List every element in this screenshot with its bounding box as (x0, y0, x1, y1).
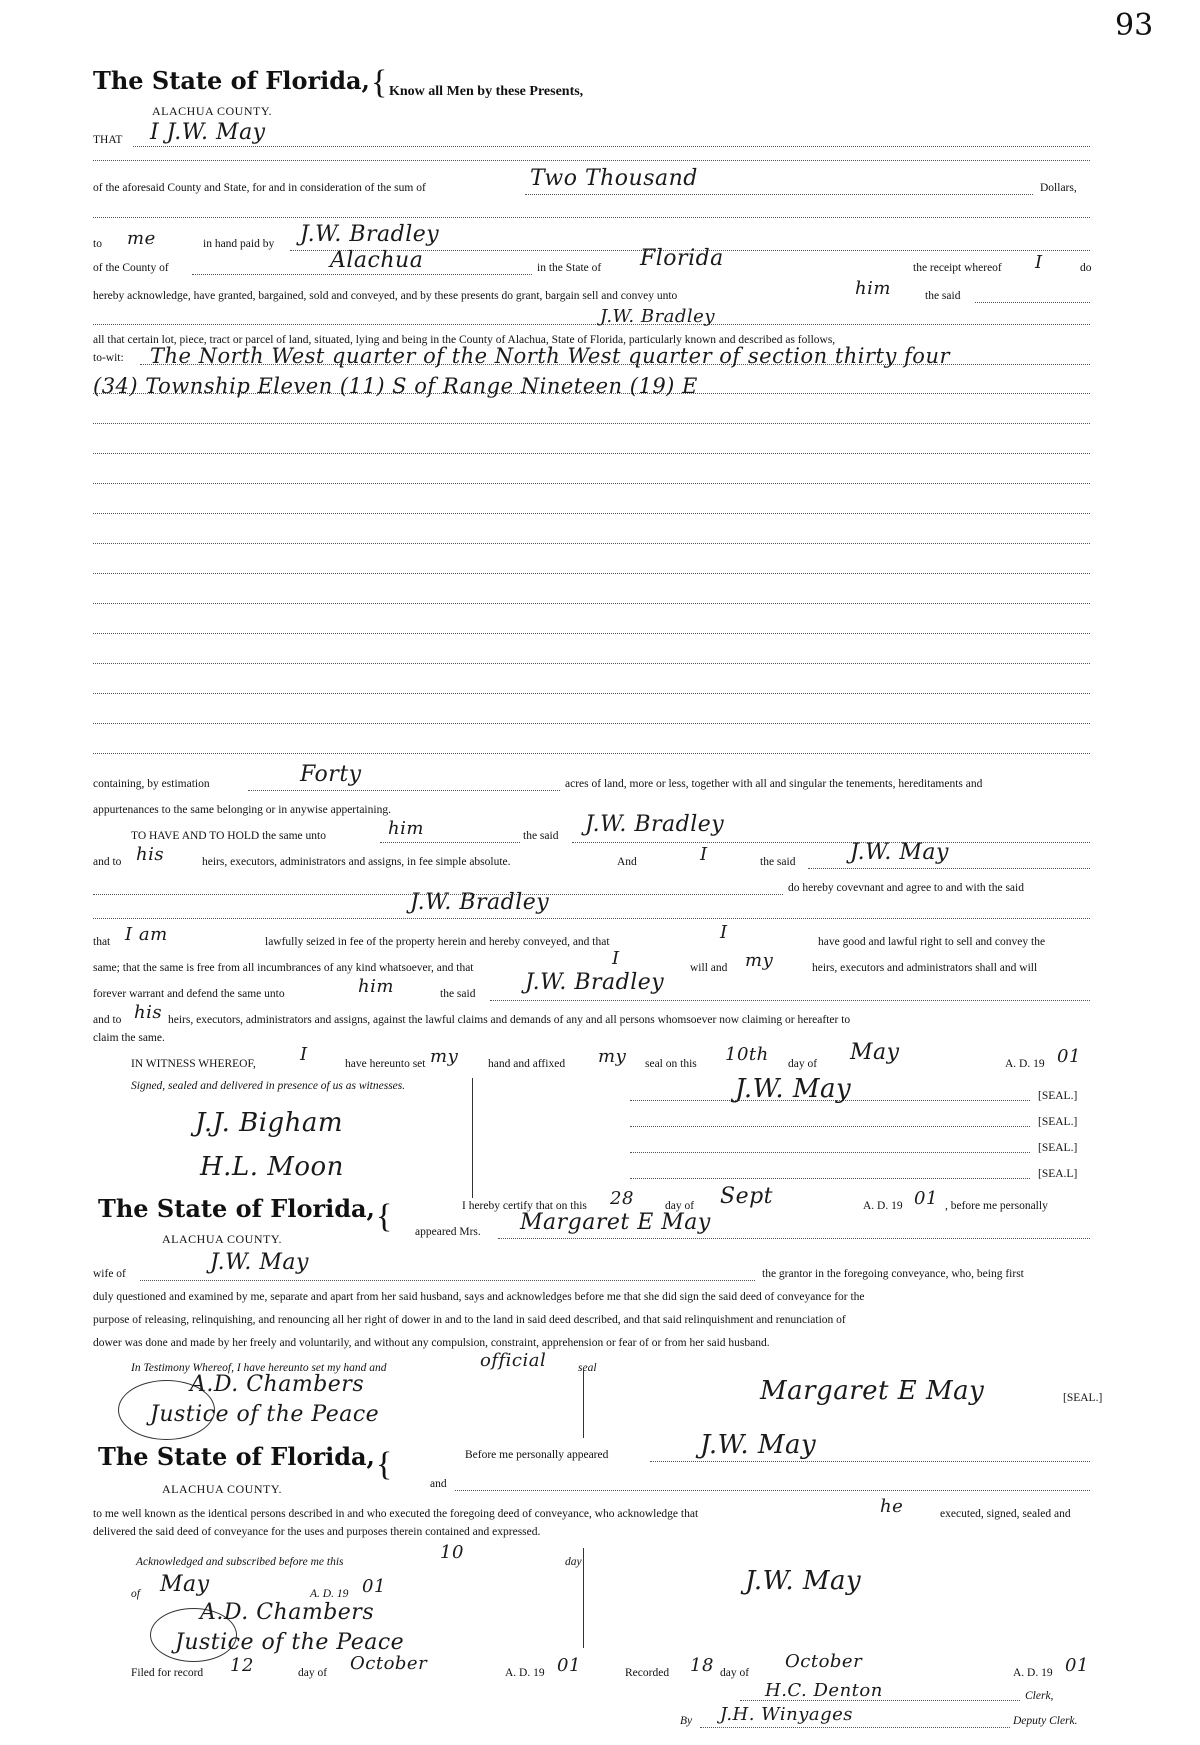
the-said-label: the said (925, 290, 961, 302)
cert1-grantor-text: the grantor in the foregoing conveyance, who, being first (762, 1268, 1024, 1280)
cert1-body-line-1: duly questioned and examined by me, separate and apart from her said husband, says and acknowledges before me that she did sign the said deed of conveyance for the (93, 1291, 865, 1303)
grantor-handwriting: I J.W. May (150, 120, 266, 145)
page-number: 93 (1115, 8, 1154, 43)
cert2-ad-label: A. D. 19 (310, 1588, 349, 1600)
cert1-before-text: , before me personally (945, 1200, 1048, 1212)
witness-handwriting: I (300, 1044, 308, 1065)
cert1-certify-text: I hereby certify that on this (462, 1200, 587, 1212)
and-label: And (617, 856, 637, 868)
rec-month-handwriting: October (785, 1651, 863, 1672)
sum-handwriting: Two Thousand (530, 166, 698, 191)
cert2-of-label: of (131, 1588, 140, 1600)
the-said2-handwriting: J.W. May (850, 840, 949, 865)
filed-day-handwriting: 12 (230, 1655, 254, 1676)
and-to-label: and to (93, 856, 122, 868)
cert2-before-label: Before me personally appeared (465, 1449, 609, 1461)
cert1-wife-label: wife of (93, 1268, 126, 1280)
same-text: same; that the same is free from all incumbrances of any kind whatsoever, and that (93, 962, 474, 974)
day-of-label: day of (788, 1058, 818, 1070)
forever-said-label: the said (440, 988, 476, 1000)
know-all-heading: Know all Men by these Presents, (389, 84, 584, 99)
seal-label-1: [SEAL.] (1038, 1090, 1078, 1102)
do-label: do (1080, 262, 1092, 274)
county-handwriting: Alachua (330, 248, 424, 273)
paid-by-handwriting: J.W. Bradley (300, 222, 440, 247)
appurtenances-text: appurtenances to the same belonging or in anywise appertaining. (93, 804, 391, 816)
set-handwriting: my (430, 1046, 459, 1067)
rec-ad-label: A. D. 19 (1013, 1667, 1053, 1679)
habendum-said-label: the said (523, 830, 559, 842)
cert1-title-handwriting: Justice of the Peace (150, 1402, 380, 1427)
seized-handwriting: I (720, 922, 728, 943)
cert2-appeared-handwriting: J.W. May (700, 1430, 817, 1460)
forever-handwriting: him (358, 976, 394, 997)
heirs-exec-text: heirs, executors and administrators shall and will (812, 962, 1038, 974)
will-and-handwriting: my (745, 950, 774, 971)
covenant-text: do hereby covevnant and agree to and with the said (788, 882, 1024, 894)
forever-said-handwriting: J.W. Bradley (525, 970, 665, 995)
filed-label: Filed for record (131, 1667, 204, 1679)
cert1-ad-label: A. D. 19 (863, 1200, 903, 1212)
land-text: all that certain lot, piece, tract or parcel of land, situated, lying and being in the County of Alachua, State of Florida, particularly known and described as follows, (93, 334, 836, 346)
clerk-handwriting: H.C. Denton (765, 1680, 883, 1701)
right-text: have good and lawful right to sell and convey the (818, 936, 1046, 948)
cert2-signer-signature: J.W. May (745, 1566, 862, 1596)
county-name: ALACHUA COUNTY. (152, 104, 272, 118)
and-to2-handwriting: his (134, 1002, 163, 1023)
rec-year-handwriting: 01 (1065, 1655, 1089, 1676)
cert1-day-handwriting: 28 (610, 1188, 634, 1209)
cert1-day-of-label: day of (665, 1200, 695, 1212)
acres-text: acres of land, more or less, together with all and singular the tenements, hereditaments and (565, 778, 983, 790)
claim-text: claim the same. (93, 1032, 165, 1044)
cert1-appeared-handwriting: Margaret E May (520, 1210, 711, 1235)
cert1-state-title: The State of Florida, (98, 1194, 375, 1223)
signed-label: Signed, sealed and delivered in presence of us as witnesses. (131, 1080, 406, 1092)
cert1-wife-handwriting: J.W. May (210, 1250, 309, 1275)
cert2-ack-day-label: day (565, 1556, 582, 1568)
ad-label: A. D. 19 (1005, 1058, 1045, 1070)
witness-label: IN WITNESS WHEREOF, (131, 1058, 256, 1070)
seal-on-label: seal on this (645, 1058, 697, 1070)
state-title: The State of Florida, (93, 66, 370, 95)
cert1-official-handwriting: official (480, 1350, 547, 1371)
same-handwriting: I (612, 948, 620, 969)
cert1-wife-signature: Margaret E May (760, 1376, 985, 1406)
month-handwriting: May (850, 1040, 900, 1065)
seal-label-4: [SEA.L] (1038, 1168, 1078, 1180)
heirs-text: heirs, executors, administrators and assigns, in fee simple absolute. (202, 856, 511, 868)
forever-text: forever warrant and defend the same unto (93, 988, 285, 1000)
cert2-known-text: to me well known as the identical persons described in and who executed the foregoing deed of conveyance, who acknowledge that (93, 1508, 699, 1520)
cert2-executed-text: executed, signed, sealed and (940, 1508, 1071, 1520)
brace: { (371, 64, 388, 101)
that2-handwriting: I am (125, 924, 168, 945)
the-said2-label: the said (760, 856, 796, 868)
cert1-month-handwriting: Sept (720, 1184, 774, 1209)
cert1-officer-handwriting: A.D. Chambers (190, 1372, 365, 1397)
habendum-said-handwriting: J.W. Bradley (585, 812, 725, 837)
seized-text: lawfully seized in fee of the property herein and hereby conveyed, and that (265, 936, 610, 948)
cert2-officer-handwriting: A.D. Chambers (200, 1600, 375, 1625)
filed-ad-label: A. D. 19 (505, 1667, 545, 1679)
receipt-handwriting: I (1035, 252, 1043, 273)
cert1-appeared-label: appeared Mrs. (415, 1226, 481, 1238)
habendum-unto-handwriting: him (388, 818, 424, 839)
cert2-delivered-text: delivered the said deed of conveyance for the uses and purposes therein contained and expressed. (93, 1526, 541, 1538)
description-line-1: The North West quarter of the North West quarter of section thirty four (150, 344, 951, 368)
containing-label: containing, by estimation (93, 778, 210, 790)
cert1-year-handwriting: 01 (914, 1188, 938, 1209)
recorded-label: Recorded (625, 1667, 670, 1679)
cert2-known-handwriting: he (880, 1496, 904, 1517)
hand-label: hand and affixed (488, 1058, 566, 1070)
clerk-label: Clerk, (1025, 1690, 1054, 1702)
ack-text: hereby acknowledge, have granted, bargained, sold and conveyed, and by these presents do grant, bargain sell and convey unto (93, 290, 678, 302)
year-handwriting: 01 (1057, 1046, 1081, 1067)
paid-by-label: in hand paid by (203, 238, 275, 250)
state-handwriting: Florida (640, 246, 724, 271)
cert1-county: ALACHUA COUNTY. (162, 1232, 282, 1246)
day-handwriting: 10th (725, 1044, 769, 1065)
cert2-and-label: and (430, 1478, 447, 1490)
heirs2-text: heirs, executors, administrators and assigns, against the lawful claims and demands of any and all persons whomsoever now claiming or hereafter to (168, 1014, 851, 1026)
cert2-state-title: The State of Florida, (98, 1442, 375, 1471)
rec-day-label: day of (720, 1667, 750, 1679)
habendum-label: TO HAVE AND TO HOLD the same unto (131, 830, 326, 842)
grantee-handwriting: J.W. Bradley (600, 306, 716, 327)
covenant-handwriting: J.W. Bradley (410, 890, 550, 915)
county-of-label: of the County of (93, 262, 169, 274)
witness1-signature: J.J. Bigham (195, 1108, 344, 1138)
that2-label: that (93, 936, 111, 948)
cert2-county: ALACHUA COUNTY. (162, 1482, 282, 1496)
description-line-2: (34) Township Eleven (11) S of Range Nineteen (19) E (93, 374, 698, 398)
seal-label-2: [SEAL.] (1038, 1116, 1078, 1128)
to-wit-label: to-wit: (93, 352, 124, 364)
deputy-handwriting: J.H. Winyages (720, 1704, 854, 1725)
rec-day-handwriting: 18 (690, 1655, 714, 1676)
cert2-ack-label: Acknowledged and subscribed before me this (136, 1556, 344, 1568)
to-handwriting: me (127, 228, 156, 249)
consideration-text: of the aforesaid County and State, for and in consideration of the sum of (93, 182, 426, 194)
seal-label-3: [SEAL.] (1038, 1142, 1078, 1154)
cert1-body-line-3: dower was done and made by her freely and voluntarily, and without any compulsion, constraint, apprehension or fear of or from her said husband. (93, 1337, 770, 1349)
affixed-handwriting: my (598, 1046, 627, 1067)
will-and-label: will and (690, 962, 728, 974)
cert1-body-line-2: purpose of releasing, relinquishing, and renouncing all her right of dower in and to the land in said deed described, and that said relinquishment and renunciation of (93, 1314, 846, 1326)
by-label: By (680, 1715, 693, 1727)
filed-month-handwriting: October (350, 1653, 428, 1674)
cert2-ack-day-handwriting: 10 (440, 1542, 464, 1563)
cert1-seal2-label: [SEAL.] (1063, 1392, 1103, 1404)
filed-year-handwriting: 01 (557, 1655, 581, 1676)
deputy-label: Deputy Clerk. (1013, 1715, 1078, 1727)
cert1-seal-label: seal (578, 1362, 597, 1374)
unto-handwriting: him (855, 278, 891, 299)
and-handwriting: I (700, 844, 708, 865)
acres-handwriting: Forty (300, 762, 362, 787)
and-to-handwriting: his (136, 844, 165, 865)
to-label: to (93, 238, 102, 250)
cert1-testimony-text: In Testimony Whereof, I have hereunto set my hand and (131, 1362, 387, 1374)
state-of-label: in the State of (537, 262, 602, 274)
set-label: have hereunto set (345, 1058, 426, 1070)
witness2-signature: H.L. Moon (200, 1152, 344, 1182)
and-to2-label: and to (93, 1014, 122, 1026)
cert2-ack-year-handwriting: 01 (362, 1576, 386, 1597)
cert2-title-handwriting: Justice of the Peace (175, 1630, 405, 1655)
cert2-ack-month-handwriting: May (160, 1572, 210, 1597)
filed-day-label: day of (298, 1667, 328, 1679)
that-label: THAT (93, 134, 123, 146)
dollars-label: Dollars, (1040, 182, 1077, 194)
grantor-signature: J.W. May (735, 1074, 852, 1104)
receipt-label: the receipt whereof (913, 262, 1002, 274)
